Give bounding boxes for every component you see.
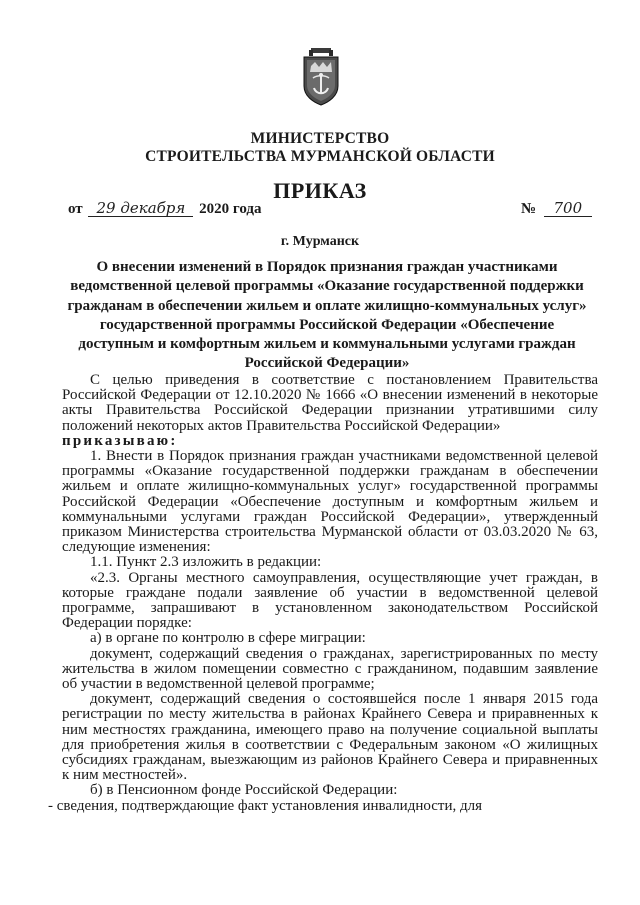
heading-line: О внесении изменений в Порядок признания граждан участниками <box>96 259 558 275</box>
heading-line: государственной программы Российской Федерации «Обеспечение <box>99 316 555 333</box>
date-suffix: 2020 года <box>199 201 262 217</box>
handwritten-date: 29 декабря <box>88 200 193 217</box>
coat-of-arms-emblem <box>303 48 339 106</box>
number-label: № <box>521 201 537 217</box>
subparagraph-b-item-1: - сведения, подтверждающие факт установления инвалидности, для <box>48 797 482 814</box>
paragraph-1: 1. Внести в Порядок признания граждан участниками ведомственной целевой программы «Оказание государственной поддержки гражданам в обеспечении жильем и оплате жилищно-коммунальных услуг» государственной программы Российской Федерации «Обеспечение доступным и комфортным жильем и коммунальными услугами граждан Российской Федерации», утвержденный приказом Министерства строительства Мурманской области от 03.03.2020 № 63, следующие изменения: <box>62 448 598 556</box>
document-heading <box>62 258 592 374</box>
document-body <box>48 372 598 814</box>
document-type: ПРИКАЗ <box>273 178 367 203</box>
heading-line: гражданам в обеспечении жильем и оплате жилищно-коммунальных услуг» <box>67 297 587 314</box>
document-date-line <box>68 200 262 218</box>
subparagraph-b: б) в Пенсионном фонде Российской Федерации: <box>90 782 398 799</box>
paragraph-2-3: «2.3. Органы местного самоуправления, осуществляющие учет граждан, в которые граждане подали заявление об участии в ведомственной целевой программе, запрашивают в установленном законодательством Российской Федерации порядке: <box>62 569 598 632</box>
heading-line: ведомственной целевой программы «Оказание государственной поддержки <box>70 278 584 295</box>
date-prefix: от <box>68 201 83 217</box>
preamble-paragraph: С целью приведения в соответствие с постановлением Правительства Российской Федерации от 12.10.2020 № 1666 «О внесении изменений в некоторые акты Правительства Российской Федерации признании утратившими силу положений некоторых актов Правительства Российской Федерации» <box>62 372 598 434</box>
subparagraph-a: а) в органе по контролю в сфере миграции: <box>90 630 366 647</box>
ministry-name-line1: МИНИСТЕРСТВО <box>250 130 390 147</box>
subparagraph-a-document-1: документ, содержащий сведения о гражданах, зарегистрированных по месту жительства в жилом помещении совместно с гражданином, подавшим заявление об участии в ведомственной целевой программе; <box>62 645 598 693</box>
document-number-line <box>521 200 592 218</box>
city: г. Мурманск <box>280 234 360 249</box>
handwritten-number: 700 <box>544 200 592 217</box>
paragraph-1-1: 1.1. Пункт 2.3 изложить в редакции: <box>90 554 322 571</box>
subparagraph-a-document-2: документ, содержащий сведения о состоявшейся после 1 января 2015 года регистрации по месту жительства в районах Крайнего Севера и приравненных к ним местностях гражданина, имеющего право на получение социальной выплаты для приобретения жилья в соответствии с Федеральным законом «О жилищных субсидиях гражданам, выезжающим из районов Крайнего Севера и приравненных к ним местностей». <box>62 691 598 784</box>
order-word: приказываю: <box>62 432 178 449</box>
heading-line: Российской Федерации» <box>244 355 410 372</box>
heading-line: доступным и комфортным жильем и коммунальными услугами граждан <box>78 336 576 353</box>
ministry-name-line2: СТРОИТЕЛЬСТВА МУРМАНСКОЙ ОБЛАСТИ <box>145 148 495 165</box>
